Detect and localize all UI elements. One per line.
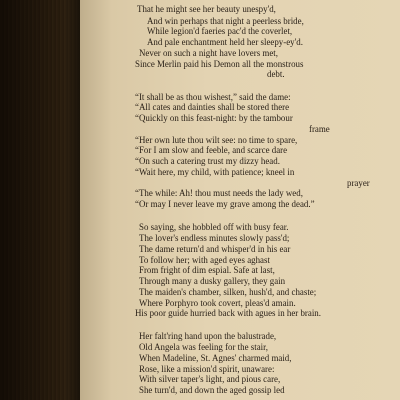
poem-line: Where Porphyro took covert, pleas'd amain. [139,297,296,308]
poem-line: “On such a catering trust my dizzy head. [135,156,280,167]
poem-line: “Her own lute thou wilt see: no time to spare, [135,134,298,145]
poem-line: With silver taper's light, and pious care, [139,374,281,385]
poem-line: Her falt'ring hand upon the balustrade, [139,331,277,342]
poem-line: prayer [347,177,370,188]
poem-line: Rose, like a mission'd spirit, unaware: [139,363,275,374]
poem-line: Old Angela was feeling for the stair, [139,342,268,353]
poem-line: Through many a dusky gallery, they gain [139,276,286,287]
poem-line: His poor guide hurried back with agues in her brain. [135,308,321,319]
poem-line: “Quickly on this feast-night: by the tambour [135,113,293,124]
book-page [80,0,400,400]
poem-line: Never on such a night have lovers met, [139,47,278,58]
poem-line: “Wait here, my child, with patience; kneel in [135,166,295,177]
poem-line: The maiden's chamber, silken, hush'd, and chaste; [139,286,317,297]
poem-line: The dame return'd and whisper'd in his ear [139,243,291,254]
poem-line: “The while: Ah! thou must needs the lady wed, [135,188,303,199]
poem-line: “All cates and dainties shall be stored there [135,102,290,113]
poem-line: So saying, she hobbled off with busy fear. [139,222,289,233]
poem-line: While legion'd faeries pac'd the coverlet, [147,26,293,37]
poem-line: “For I am slow and feeble, and scarce dare [135,145,288,156]
poem-line: That he might see her beauty unespy'd, [137,4,276,14]
poem-line: And win perhaps that night a peerless bride, [147,15,304,26]
poem-line: The lover's endless minutes slowly pass'd; [139,233,290,244]
poem-line: “Or may I never leave my grave among the dead.” [135,199,315,210]
page-edges [0,0,80,400]
poem-line: When Madeline, St. Agnes' charmed maid, [139,352,292,363]
poem-line: And pale enchantment held her sleepy-ey'd. [147,37,303,48]
poem-line: debt. [267,69,285,80]
poem-line: From fright of dim espial. Safe at last, [139,265,275,276]
poem-line: “It shall be as thou wishest,” said the dame: [135,91,291,102]
poem-line: She turn'd, and down the aged gossip led [139,385,285,396]
poem-line: frame [309,123,330,134]
poem-line: To follow her; with aged eyes aghast [139,254,270,265]
poem-line: Since Merlin paid his Demon all the monstrous [135,58,304,69]
